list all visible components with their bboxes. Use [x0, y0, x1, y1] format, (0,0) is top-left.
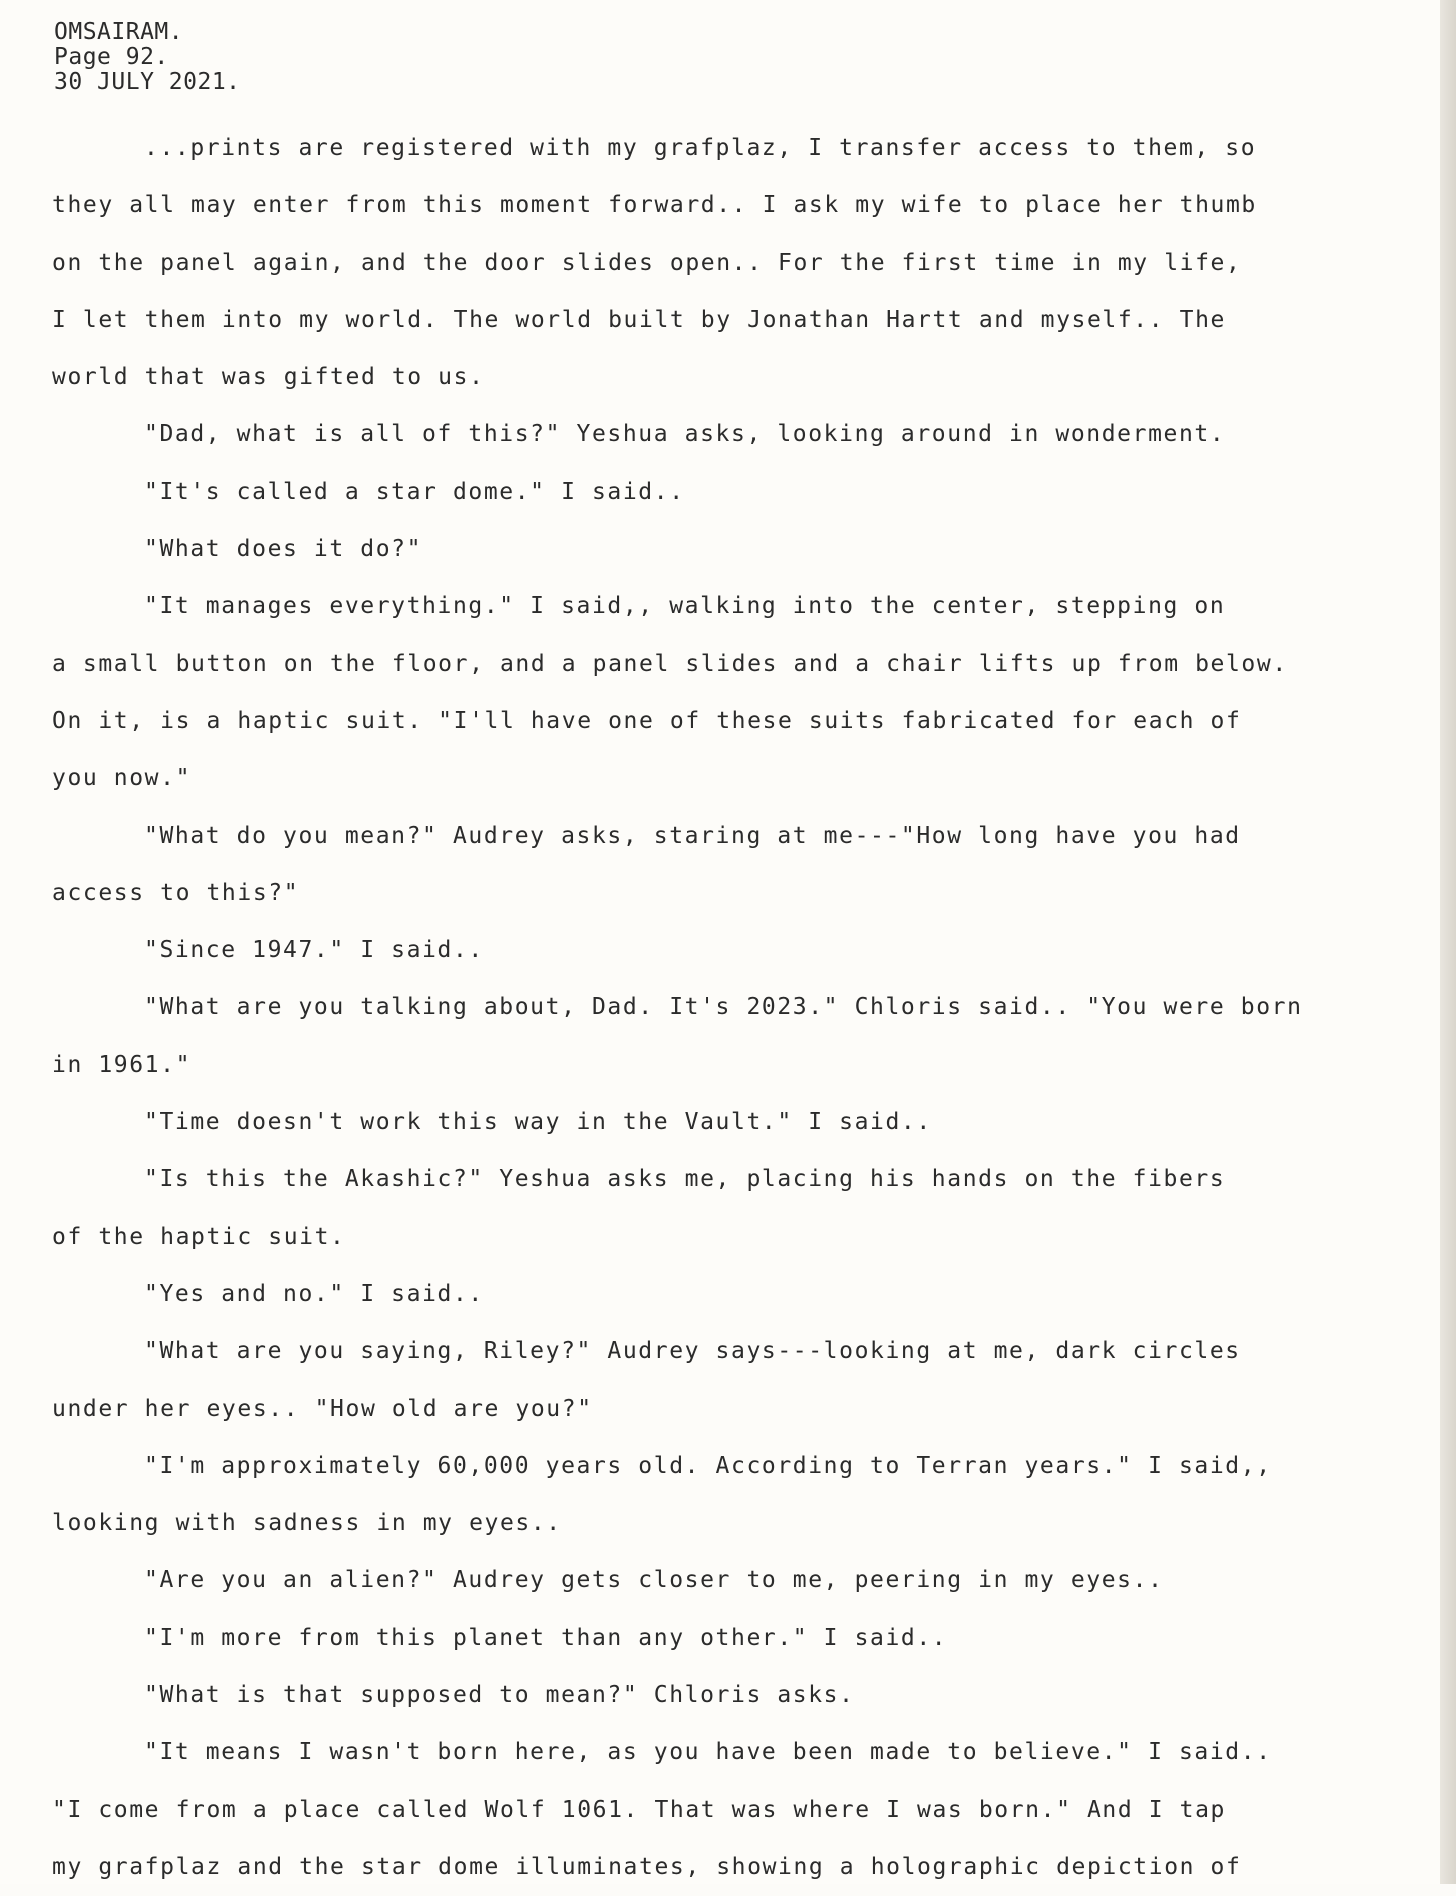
text-line: "Are you an alien?" Audrey gets closer to me, peering in my eyes.. [144, 1567, 1164, 1594]
text-line: under her eyes.. "How old are you?" [52, 1395, 593, 1422]
text-line: "What do you mean?" Audrey asks, staring at me---"How long have you had [144, 822, 1241, 849]
text-line: On it, is a haptic suit. "I'll have one of these suits fabricated for each of [52, 707, 1242, 734]
text-line: ...prints are registered with my grafplaz, I transfer access to them, so [144, 135, 1257, 161]
text-line: on the panel again, and the door slides open.. For the first time in my life, [52, 249, 1242, 276]
header-date: 30 JULY 2021. [54, 69, 241, 95]
text-line: a small button on the floor, and a panel slides and a chair lifts up from below. [52, 650, 1288, 677]
text-line: my grafplaz and the star dome illuminates, showing a holographic depiction of [52, 1853, 1242, 1880]
text-line: I let them into my world. The world built by Jonathan Hartt and myself.. The [52, 306, 1226, 333]
text-line: access to this?" [52, 879, 300, 906]
text-line: "It's called a star dome." I said.. [144, 478, 685, 505]
text-line: "Yes and no." I said.. [144, 1280, 484, 1307]
text-line: "What are you saying, Riley?" Audrey says---looking at me, dark circles [144, 1338, 1241, 1365]
text-line: world that was gifted to us. [52, 364, 485, 391]
text-line: "Since 1947." I said.. [144, 937, 484, 964]
text-line: "What is that supposed to mean?" Chloris asks. [144, 1682, 855, 1709]
text-line: "It means I wasn't born here, as you have been made to believe." I said.. [144, 1739, 1272, 1766]
text-line: "Is this the Akashic?" Yeshua asks me, placing his hands on the fibers [144, 1166, 1226, 1193]
text-line: looking with sadness in my eyes.. [52, 1510, 562, 1537]
text-line: "I'm more from this planet than any other." I said.. [144, 1624, 948, 1651]
page-edge [1440, 0, 1456, 1884]
text-line: "What are you talking about, Dad. It's 2023." Chloris said.. "You were born [144, 994, 1303, 1021]
body-text [52, 120, 1412, 1896]
header-page-number: Page 92. [54, 44, 169, 70]
text-line: you now." [52, 765, 192, 792]
text-line: "What does it do?" [144, 536, 423, 563]
text-line: they all may enter from this moment forward.. I ask my wife to place her thumb [52, 192, 1257, 219]
text-line: "Dad, what is all of this?" Yeshua asks, looking around in wonderment. [144, 421, 1226, 448]
text-line: "Time doesn't work this way in the Vault." I said.. [144, 1109, 932, 1136]
text-line: "I'm approximately 60,000 years old. According to Terran years." I said,, [144, 1452, 1272, 1479]
text-line: of the haptic suit. [52, 1223, 346, 1250]
header-title: OMSAIRAM. [54, 19, 184, 45]
text-line: "I come from a place called Wolf 1061. That was where I was born." And I tap [52, 1796, 1226, 1823]
page-header [54, 20, 241, 95]
text-line: in 1961." [52, 1051, 192, 1078]
text-line: "It manages everything." I said,, walking into the center, stepping on [144, 593, 1226, 620]
